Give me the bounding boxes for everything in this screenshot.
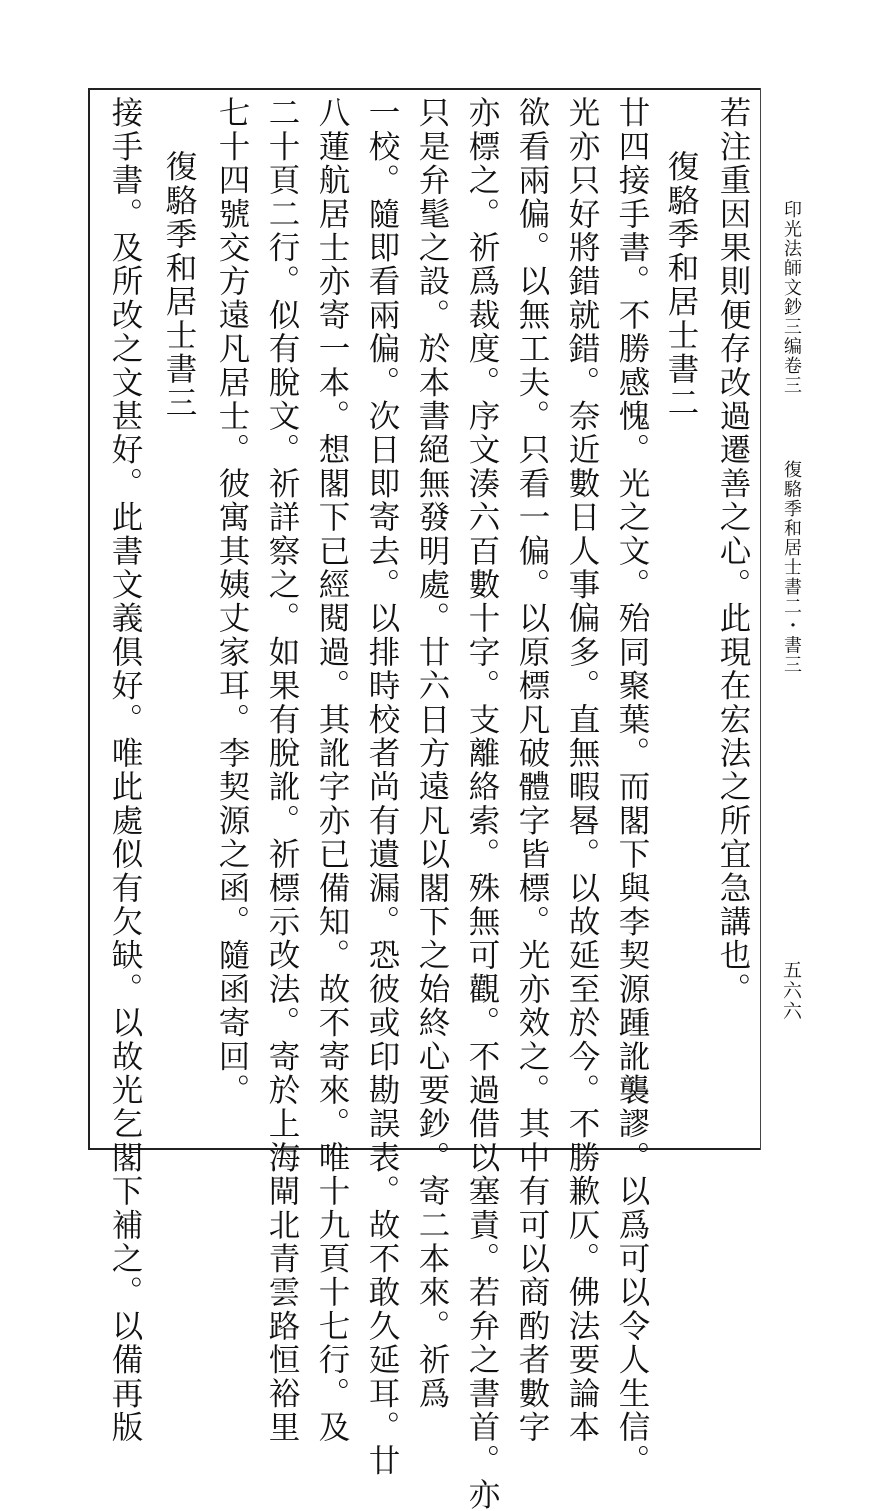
text-column-10: 二十頁二行。似有脫文。祈詳察之。如果有脫訛。祈標示改法。寄於上海閘北青雲路恒裕里 (264, 96, 300, 1444)
text-column-7: 只是弁髦之設。於本書絕無發明處。廿六日方遠凡以閣下之始終心要鈔。寄二本來。祈爲 (414, 96, 450, 1411)
text-column-6: 亦標之。祈爲裁度。序文湊六百數十字。支離絡索。殊無可觀。不過借以塞責。若弁之書首。亦 (464, 96, 500, 1511)
text-column-8: 一校。隨即看兩偏。次日即寄去。以排時校者尚有遺漏。恐彼或印勘誤表。故不敢久延耳。廿 (364, 96, 400, 1478)
page-number: 五六六 (780, 960, 802, 1022)
text-column-11: 七十四號交方遠凡居士。彼寓其姨丈家耳。李契源之函。隨函寄回。 (214, 96, 250, 1107)
text-column-13: 接手書。及所改之文甚好。此書文義俱好。唯此處似有欠缺。以故光乞閣下補之。以備再版 (107, 96, 143, 1444)
margin-rule (760, 88, 761, 1150)
margin-section-title: 復駱季和居士書二・書三 (781, 460, 802, 675)
text-column-9: 八蓮航居士亦寄一本。想閣下已經閱過。其訛字亦已備知。故不寄來。唯十九頁十七行。及 (314, 96, 350, 1444)
letter-heading-2: 復駱季和居士書二 (663, 150, 699, 420)
letter-heading-3: 復駱季和居士書三 (161, 150, 197, 420)
text-column-5: 欲看兩偏。以無工夫。只看一偏。以原標凡破體字皆標。光亦效之。其中有可以商酌者數字 (514, 96, 550, 1444)
text-column-3: 廿四接手書。不勝感愧。光之文。殆同聚葉。而閣下與李契源踵訛襲謬。以爲可以令人生信。 (614, 96, 650, 1478)
margin-book-title: 印光法師文鈔三编卷三 (781, 200, 802, 395)
text-column-1: 若注重因果則便存改過遷善之心。此現在宏法之所宜急講也。 (715, 96, 751, 1006)
text-column-4: 光亦只好將錯就錯。奈近數日人事偏多。直無暇晷。以故延至於今。不勝歉仄。佛法要論本 (564, 96, 600, 1444)
